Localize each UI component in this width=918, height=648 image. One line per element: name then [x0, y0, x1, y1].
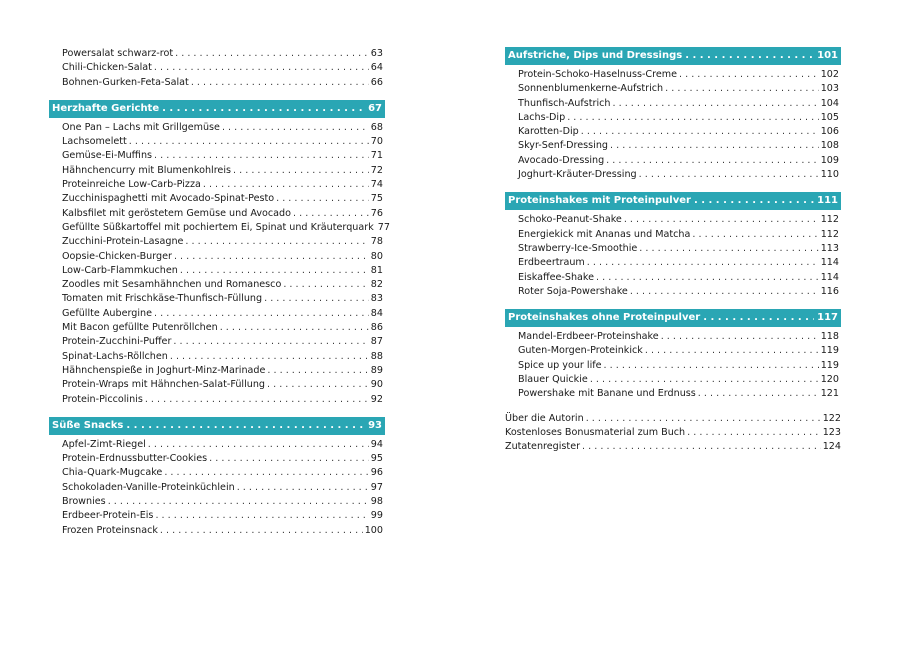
entry-title: Guten-Morgen-Proteinkick [518, 345, 643, 357]
leader-dots [203, 178, 369, 192]
toc-entry[interactable] [505, 68, 841, 82]
entry-page: 84 [370, 307, 383, 319]
toc-entry[interactable] [505, 373, 841, 387]
toc-entry[interactable] [49, 61, 385, 75]
entry-page: 110 [820, 169, 839, 181]
entry-title: Powershake mit Banane und Erdnuss [518, 388, 696, 400]
leader-dots [222, 121, 369, 135]
entry-title: Protein-Piccolinis [62, 393, 143, 405]
entry-page: 76 [370, 207, 383, 219]
leader-dots [154, 149, 369, 163]
leader-dots [687, 426, 821, 440]
section-page: 101 [817, 50, 838, 61]
leader-dots [220, 321, 369, 335]
entry-page: 123 [822, 426, 841, 438]
toc-entry[interactable] [505, 125, 841, 139]
entry-page: 100 [364, 524, 383, 536]
leader-dots [613, 97, 819, 111]
toc-entry[interactable] [49, 393, 385, 407]
toc-entry[interactable] [49, 264, 385, 278]
entry-page: 122 [822, 412, 841, 424]
entry-page: 112 [820, 214, 839, 226]
entry-title: Low-Carb-Flammkuchen [62, 264, 178, 276]
entry-page: 95 [370, 453, 383, 465]
entry-title: Frozen Proteinsnack [62, 524, 158, 536]
leader-dots [606, 154, 819, 168]
section-entries [49, 438, 385, 538]
toc-entry[interactable] [49, 207, 385, 221]
leader-dots [596, 271, 819, 285]
entry-page: 77 [377, 221, 390, 233]
entry-title: Tomaten mit Frischkäse-Thunfisch-Füllung [62, 293, 263, 305]
toc-right-sections [505, 47, 841, 402]
leader-dots [665, 82, 819, 96]
entry-page: 120 [820, 374, 839, 386]
leader-dots [581, 125, 819, 139]
toc-entry[interactable] [49, 278, 385, 292]
toc-entry[interactable] [505, 271, 841, 285]
leader-dots [155, 509, 368, 523]
leader-dots [567, 111, 819, 125]
section-header[interactable] [49, 100, 385, 118]
section-title: Aufstriche, Dips und Dressings [508, 50, 683, 61]
leader-dots [283, 278, 368, 292]
entry-title: Apfel-Zimt-Riegel [62, 438, 146, 450]
entry-title: Hähnchenspieße in Joghurt-Minz-Marinade [62, 364, 266, 376]
entry-page: 64 [370, 62, 383, 74]
leader-dots [624, 213, 819, 227]
section-entries [505, 68, 841, 182]
toc-entry[interactable] [505, 412, 841, 426]
section-page: 111 [817, 195, 838, 207]
entry-page: 87 [370, 336, 383, 348]
entry-title: Zucchini-Protein-Lasagne [62, 236, 184, 248]
entry-title: Thunfisch-Aufstrich [518, 97, 611, 109]
entry-title: Zucchinispaghetti mit Avocado-Spinat-Pesto [62, 193, 275, 205]
toc-entry[interactable] [49, 121, 385, 135]
entry-title: Sonnenblumenkerne-Aufstrich [518, 83, 664, 95]
entry-page: 92 [370, 393, 383, 405]
toc-entry[interactable] [505, 256, 841, 270]
entry-title: Powersalat schwarz-rot [62, 48, 174, 59]
toc-entry[interactable] [49, 466, 385, 480]
entry-title: Hähnchencurry mit Blumenkohlreis [62, 164, 232, 176]
entry-page: 119 [820, 345, 839, 357]
leader-dots [264, 292, 369, 306]
entry-page: 121 [820, 388, 839, 400]
entry-title: Eiskaffee-Shake [518, 271, 595, 283]
leader-dots [661, 330, 819, 344]
entry-page: 104 [820, 97, 839, 109]
entry-page: 94 [370, 438, 383, 450]
entry-title: Schokoladen-Vanille-Proteinküchlein [62, 481, 235, 493]
toc-left-sections [49, 100, 390, 538]
entry-page: 119 [820, 359, 839, 371]
toc-entry[interactable] [505, 387, 841, 401]
toc-entry[interactable] [49, 350, 385, 364]
toc-entry[interactable] [49, 149, 385, 163]
leader-dots [237, 481, 369, 495]
leader-dots [148, 438, 369, 452]
entry-title: One Pan – Lachs mit Grillgemüse [62, 121, 220, 133]
leader-dots [590, 373, 819, 387]
entry-page: 75 [370, 193, 383, 205]
toc-right-column [505, 47, 841, 455]
entry-page: 86 [370, 322, 383, 334]
section-page: 67 [368, 102, 382, 114]
entry-page: 70 [370, 136, 383, 148]
entry-page: 66 [370, 76, 383, 88]
leader-dots [154, 61, 369, 75]
entry-page: 112 [820, 228, 839, 240]
entry-page: 98 [370, 496, 383, 508]
toc-entry[interactable] [49, 292, 385, 306]
entry-title: Gefüllte Süßkartoffel mit pochiertem Ei, Spinat und Kräuterquark [62, 221, 374, 233]
entry-page: 109 [820, 154, 839, 166]
entry-page: 108 [820, 140, 839, 152]
toc-entry[interactable] [49, 495, 385, 509]
toc-entry[interactable] [505, 330, 841, 344]
leader-dots [604, 359, 819, 373]
leader-dots [703, 309, 814, 327]
leader-dots [586, 412, 821, 426]
entry-title: Chili-Chicken-Salat [62, 62, 152, 74]
leader-dots [692, 228, 818, 242]
section-entries [505, 213, 841, 299]
entry-page: 105 [820, 111, 839, 123]
toc-entry[interactable] [49, 192, 385, 206]
entry-page: 90 [370, 379, 383, 391]
entry-page: 113 [820, 242, 839, 254]
leader-dots [126, 417, 365, 435]
toc-entry[interactable] [49, 364, 385, 378]
section-page: 117 [817, 312, 838, 324]
entry-title: Oopsie-Chicken-Burger [62, 250, 172, 262]
toc-entry[interactable] [505, 440, 841, 454]
entry-title: Bohnen-Gurken-Feta-Salat [62, 76, 189, 88]
entry-title: Mandel-Erdbeer-Proteinshake [518, 331, 659, 343]
section-page: 93 [368, 419, 382, 431]
entry-title: Protein-Erdnussbutter-Cookies [62, 453, 208, 465]
entry-title: Roter Soja-Powershake [518, 285, 628, 297]
entry-title: Protein-Wraps mit Hähnchen-Salat-Füllung [62, 379, 265, 391]
section-header[interactable] [505, 47, 841, 65]
toc-entry[interactable] [49, 221, 390, 235]
toc-appendix-entries [505, 412, 841, 455]
leader-dots [160, 524, 363, 538]
leader-dots [639, 168, 819, 182]
leader-dots [233, 164, 369, 178]
entry-title: Mit Bacon gefüllte Putenröllchen [62, 322, 218, 334]
toc-entry[interactable] [505, 242, 841, 256]
leader-dots [173, 335, 368, 349]
entry-title: Karotten-Dip [518, 126, 579, 138]
entry-title: Protein-Zucchini-Puffer [62, 336, 172, 348]
section-title: Proteinshakes mit Proteinpulver [508, 195, 691, 207]
leader-dots [174, 250, 369, 264]
toc-entry[interactable] [49, 524, 385, 538]
entry-page: 102 [820, 69, 839, 80]
toc-entry[interactable] [49, 378, 385, 392]
leader-dots [154, 307, 369, 321]
toc-entry[interactable] [505, 213, 841, 227]
toc-entry[interactable] [505, 154, 841, 168]
leader-dots [145, 393, 369, 407]
entry-title: Avocado-Dressing [518, 154, 605, 166]
leader-dots [108, 495, 369, 509]
entry-page: 89 [370, 364, 383, 376]
entry-title: Über die Autorin [505, 412, 584, 424]
toc-entry[interactable] [505, 168, 841, 182]
toc-entry[interactable] [49, 307, 385, 321]
leader-dots [645, 344, 819, 358]
entry-title: Energiekick mit Ananas und Matcha [518, 228, 691, 240]
leader-dots [698, 387, 819, 401]
toc-section [505, 192, 841, 299]
entry-title: Protein-Schoko-Haselnuss-Creme [518, 69, 677, 80]
entry-title: Joghurt-Kräuter-Dressing [518, 169, 637, 181]
leader-dots [267, 364, 368, 378]
toc-entry[interactable] [505, 111, 841, 125]
toc-entry[interactable] [49, 438, 385, 452]
toc-left-column [49, 47, 390, 538]
toc-entry[interactable] [49, 452, 385, 466]
entry-title: Zoodles mit Sesamhähnchen und Romanesco [62, 279, 282, 291]
entry-page: 114 [820, 271, 839, 283]
toc-entry[interactable] [505, 139, 841, 153]
section-header[interactable] [505, 309, 841, 327]
toc-entry[interactable] [505, 426, 841, 440]
toc-entry[interactable] [49, 335, 385, 349]
entry-title: Chia-Quark-Mugcake [62, 467, 163, 479]
entry-page: 81 [370, 264, 383, 276]
toc-section [505, 309, 841, 401]
toc-entry[interactable] [49, 509, 385, 523]
leader-dots [694, 192, 814, 210]
toc-entry[interactable] [49, 481, 385, 495]
toc-top-entries [49, 47, 385, 90]
entry-page: 74 [370, 179, 383, 191]
entry-title: Erdbeer-Protein-Eis [62, 510, 154, 522]
entry-page: 118 [820, 331, 839, 343]
entry-title: Lachsomelett [62, 136, 127, 148]
entry-title: Kostenloses Bonusmaterial zum Buch [505, 426, 686, 438]
leader-dots [679, 68, 819, 82]
entry-title: Blauer Quickie [518, 374, 588, 386]
entry-page: 63 [370, 48, 383, 59]
toc-entry[interactable] [505, 97, 841, 111]
entry-title: Proteinreiche Low-Carb-Pizza [62, 179, 201, 191]
section-title: Süße Snacks [52, 419, 124, 431]
toc-entry[interactable] [505, 359, 841, 373]
entry-title: Brownies [62, 496, 106, 508]
leader-dots [610, 139, 819, 153]
toc-entry[interactable] [505, 344, 841, 358]
leader-dots [191, 76, 369, 90]
section-title: Proteinshakes ohne Proteinpulver [508, 312, 701, 324]
toc-entry[interactable] [49, 321, 385, 335]
leader-dots [630, 285, 819, 299]
section-entries [505, 330, 841, 401]
entry-title: Lachs-Dip [518, 111, 566, 123]
entry-page: 72 [370, 164, 383, 176]
entry-title: Spice up your life [518, 359, 602, 371]
toc-entry[interactable] [505, 285, 841, 299]
entry-page: 99 [370, 510, 383, 522]
toc-entry[interactable] [49, 178, 385, 192]
toc-entry[interactable] [49, 250, 385, 264]
leader-dots [267, 378, 369, 392]
leader-dots [162, 100, 365, 118]
entry-title: Kalbsfilet mit geröstetem Gemüse und Avocado [62, 207, 291, 219]
entry-page: 88 [370, 350, 383, 362]
toc-entry[interactable] [49, 135, 385, 149]
entry-page: 124 [822, 441, 841, 453]
entry-title: Skyr-Senf-Dressing [518, 140, 609, 152]
entry-page: 82 [370, 279, 383, 291]
toc-section [49, 417, 385, 538]
entry-title: Erdbeertraum [518, 257, 585, 269]
entry-page: 83 [370, 293, 383, 305]
leader-dots [293, 207, 369, 221]
entry-page: 71 [370, 150, 383, 162]
entry-page: 78 [370, 236, 383, 248]
leader-dots [170, 350, 369, 364]
entry-title: Spinat-Lachs-Röllchen [62, 350, 168, 362]
leader-dots [185, 235, 368, 249]
entry-page: 103 [820, 83, 839, 95]
entry-page: 96 [370, 467, 383, 479]
section-title: Herzhafte Gerichte [52, 102, 160, 114]
leader-dots [129, 135, 369, 149]
entry-page: 97 [370, 481, 383, 493]
entry-page: 106 [820, 126, 839, 138]
toc-entry[interactable] [49, 235, 385, 249]
leader-dots [276, 192, 369, 206]
leader-dots [587, 256, 819, 270]
entry-page: 68 [370, 121, 383, 133]
toc-entry[interactable] [49, 76, 385, 90]
entry-title: Gemüse-Ei-Muffins [62, 150, 153, 162]
toc-entry[interactable] [49, 164, 385, 178]
entry-title: Gefüllte Aubergine [62, 307, 152, 319]
section-entries [49, 121, 390, 407]
leader-dots [164, 466, 368, 480]
entry-page: 116 [820, 285, 839, 297]
entry-page: 114 [820, 257, 839, 269]
section-header[interactable] [505, 192, 841, 210]
entry-title: Zutatenregister [505, 441, 581, 453]
leader-dots [582, 440, 821, 454]
leader-dots [209, 452, 369, 466]
section-header[interactable] [49, 417, 385, 435]
entry-title: Strawberry-Ice-Smoothie [518, 242, 638, 254]
leader-dots [175, 47, 369, 61]
toc-section [49, 100, 390, 407]
leader-dots [685, 47, 814, 65]
leader-dots [180, 264, 369, 278]
toc-section [505, 47, 841, 182]
entry-title: Schoko-Peanut-Shake [518, 214, 622, 226]
entry-page: 80 [370, 250, 383, 262]
leader-dots [639, 242, 818, 256]
toc-entry[interactable] [49, 47, 385, 61]
toc-entry[interactable] [505, 228, 841, 242]
toc-entry[interactable] [505, 82, 841, 96]
